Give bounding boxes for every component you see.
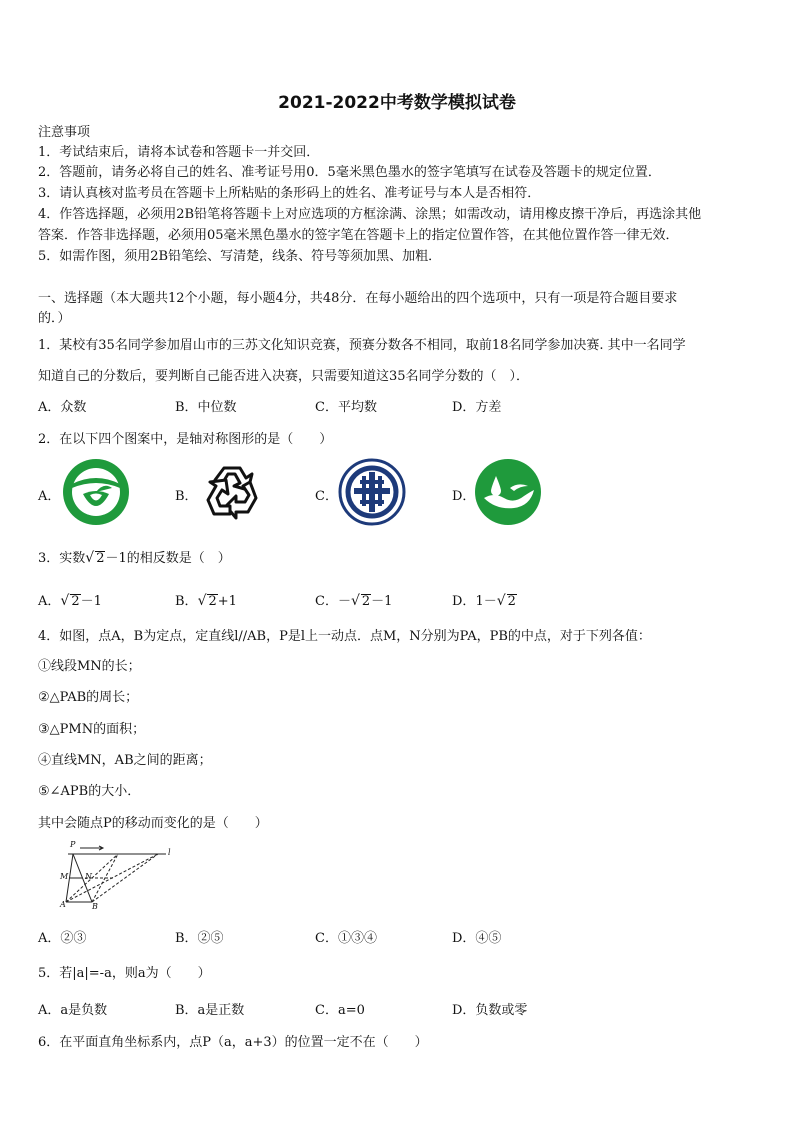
- notice-item: 3．请认真核对监考员在答题卡上所粘贴的条形码上的姓名、准考证号与本人是否相符．: [38, 186, 541, 201]
- q2-option-d-label[interactable]: D．: [452, 489, 476, 504]
- fig-label-a: A: [60, 900, 66, 909]
- option-radicand: 2: [361, 594, 371, 609]
- option-radicand: 2: [507, 594, 516, 609]
- q5-option-a[interactable]: A．a是负数: [38, 1003, 108, 1018]
- q5-option-c[interactable]: C．a=0: [315, 1003, 365, 1018]
- option-label: A．: [38, 594, 61, 609]
- sqrt-sign: √: [60, 593, 70, 609]
- q1-stem-cont: 知道自己的分数后，要判断自己能否进入决赛，只需要知道这35名同学分数的（ ）．: [38, 369, 530, 384]
- q1-option-a[interactable]: A．众数: [38, 400, 87, 415]
- sqrt-sign: √: [350, 593, 360, 609]
- notice-item: 1．考试结束后，请将本试卷和答题卡一并交回．: [38, 145, 320, 160]
- option-post: －1: [80, 594, 102, 609]
- q2-option-b-label[interactable]: B．: [175, 489, 198, 504]
- sqrt-sign: √: [496, 593, 506, 609]
- q4-item: ②△PAB的周长；: [38, 690, 139, 705]
- option-label: B．: [175, 594, 198, 609]
- q4-stem: 4．如图，点A，B为定点，定直线l//AB，P是l上一动点．点M，N分别为PA，PB的中点，对于下列各值：: [38, 629, 651, 644]
- green-food-logo-icon[interactable]: [62, 458, 130, 526]
- q4-geometry-figure: [58, 842, 178, 912]
- notice-item: 4．作答选择题，必须用2B铅笔将答题卡上对应选项的方框涂满、涂黑；如需改动，请用橡皮擦干净后，再选涂其他: [38, 207, 702, 222]
- option-post: +1: [217, 594, 237, 609]
- notice-item: 2．答题前，请务必将自己的姓名、准考证号用0．5毫米黑色墨水的签字笔填写在试卷及答题卡的规定位置．: [38, 165, 661, 180]
- section-heading: 一、选择题（本大题共12个小题，每小题4分，共48分．在每小题给出的四个选项中，只有一项是符合题目要求: [38, 291, 678, 306]
- q3-stem-pre: 3．实数: [38, 551, 86, 566]
- fig-label-m: M: [60, 872, 69, 881]
- q3-option-d[interactable]: [452, 590, 517, 609]
- fig-label-b: B: [92, 902, 98, 911]
- water-saving-logo-icon[interactable]: [338, 458, 406, 526]
- notice-heading: 注意事项: [38, 125, 91, 140]
- green-water-drop-logo-icon[interactable]: [474, 458, 542, 526]
- sqrt-sign: √: [197, 593, 207, 609]
- q6-stem: 6．在平面直角坐标系内，点P（a，a+3）的位置一定不在（ ）: [38, 1035, 428, 1050]
- q3-option-b[interactable]: [175, 590, 237, 609]
- q3-stem-post: 的相反数是（ ）: [126, 551, 231, 566]
- q3-radicand: 2: [96, 551, 105, 566]
- option-pre: 1－: [475, 594, 497, 609]
- q3-option-c[interactable]: [315, 590, 392, 609]
- q4-option-a[interactable]: A．②③: [38, 931, 87, 946]
- q5-stem: 5．若|a|=-a，则a为（ ）: [38, 966, 211, 981]
- q4-item: ③△PMN的面积；: [38, 722, 146, 737]
- q1-option-d[interactable]: D．方差: [452, 400, 502, 415]
- notice-item: 答案．作答非选择题，必须用05毫米黑色墨水的签字笔在答题卡上的指定位置作答，在其他位置作答一律无效．: [38, 228, 679, 243]
- section-heading-cont: 的．）: [38, 311, 71, 326]
- notice-item: 5．如需作图，须用2B铅笔绘、写清楚，线条、符号等须加黑、加粗．: [38, 249, 442, 264]
- recycle-icon[interactable]: [200, 460, 264, 524]
- q1-option-b[interactable]: B．中位数: [175, 400, 237, 415]
- sqrt-sign: √: [85, 550, 95, 566]
- q4-item: ④直线MN，AB之间的距离；: [38, 753, 212, 768]
- page-title: 2021-2022中考数学模拟试卷: [278, 93, 516, 113]
- q3-stem: [38, 547, 231, 566]
- option-post: －1: [371, 594, 393, 609]
- option-radicand: 2: [208, 594, 217, 609]
- q2-option-c-label[interactable]: C．: [315, 489, 338, 504]
- q4-option-c[interactable]: C．①③④: [315, 931, 377, 946]
- q4-item: ①线段MN的长；: [38, 659, 141, 674]
- q5-option-d[interactable]: D．负数或零: [452, 1003, 528, 1018]
- q4-item: ⑤∠APB的大小．: [38, 784, 141, 799]
- q5-option-b[interactable]: B．a是正数: [175, 1003, 245, 1018]
- q3-option-a[interactable]: [38, 590, 102, 609]
- q2-option-a-label[interactable]: A．: [38, 489, 61, 504]
- q1-stem: 1．某校有35名同学参加眉山市的三苏文化知识竞赛，预赛分数各不相同，取前18名同学参加决赛. 其中一名同学: [38, 338, 686, 353]
- option-pre: －: [337, 594, 351, 609]
- option-label: D．: [452, 594, 476, 609]
- fig-label-n: N: [85, 872, 92, 881]
- fig-label-l: l: [168, 848, 171, 857]
- q1-option-c[interactable]: C．平均数: [315, 400, 377, 415]
- fig-label-p: P: [70, 840, 76, 849]
- q4-option-d[interactable]: D．④⑤: [452, 931, 502, 946]
- option-radicand: 2: [71, 594, 80, 609]
- q4-question: 其中会随点P的移动而变化的是（ ）: [38, 816, 268, 831]
- q4-option-b[interactable]: B．②⑤: [175, 931, 224, 946]
- q2-stem: 2．在以下四个图案中，是轴对称图形的是（ ）: [38, 432, 333, 447]
- q3-stem-minus: －1: [105, 551, 127, 566]
- option-label: C．: [315, 594, 338, 609]
